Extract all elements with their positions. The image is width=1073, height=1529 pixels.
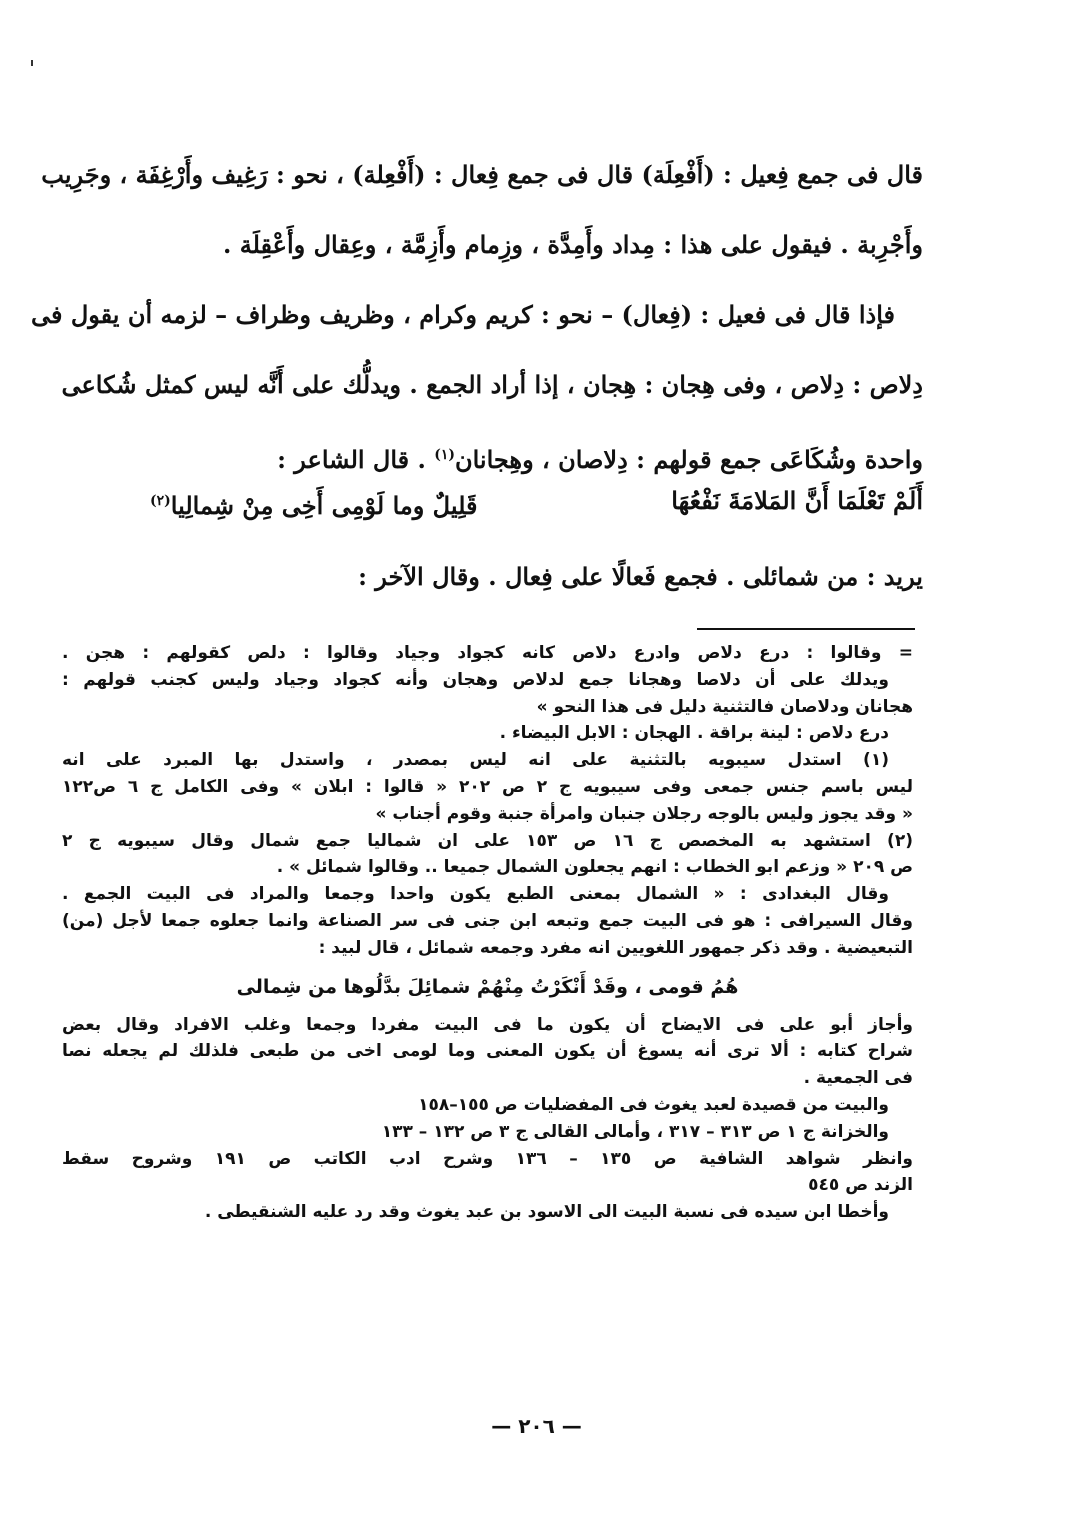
footnote-line: ويدلك على أن دلاصا وهجانا جمع لدلاص وهجان وأنه كجواد وجياد وليس كجنب قولهم : (62, 669, 889, 690)
main-line-1: قال فى جمع فِعيل : (أَفْعِلَة) قال فى جمع فِعال : (أَفْعِلة) ، نحو : رَغِيف وأَرْغِفَة ، وجَرِيب (41, 160, 923, 189)
footnote-line: وانظر شواهد الشافية ص ١٣٥ – ١٣٦ وشرح ادب الكاتب ص ١٩١ وشروح سقط (62, 1148, 913, 1169)
main-line-6: يريد : من شمائلى . فجمع فَعالًا على فِعال . وقال الآخر : (358, 562, 923, 591)
scan-mark (31, 60, 33, 66)
footnote-separator (697, 628, 915, 630)
main-text (31, 150, 923, 500)
verse-second-hemistich (150, 476, 478, 531)
footnote-line: وأجاز أبو على فى الايضاح أن يكون ما فى البيت مفردا وجمعا وغلب الافراد وقال بعض (62, 1014, 913, 1035)
footnote-line: التبعيضية . وقد ذكر جمهور اللغويين انه مفرد وجمعه شمائل ، قال لبيد : (318, 937, 913, 958)
footnote-line: « وقد يجوز وليس بالوجه رجلان جنبان وامرأة جنبة وقوم أجناب » (375, 803, 913, 824)
footnote-line: وقال البغدادى : « الشمال بمعنى الطبع يكون واحدا وجمعا والمراد فى البيت الجمع . (62, 884, 889, 905)
footnote-line: (٢) استشهد به المخصص ج ١٦ ص ١٥٣ على ان شماليا جمع شمال وقال سيبويه ج ٢ (62, 830, 913, 851)
footnote-line: (١) استدل سيبويه بالتثنية على انه ليس بمصدر ، واستدل بها المبرد على انه (62, 750, 889, 771)
footnote-line: الزند ص ٥٤٥ (808, 1175, 913, 1196)
footnote-line: ليس باسم جنس جمعى وفى سيبويه ج ٢ ص ٢٠٢ « قالوا : ابلان » وفى الكامل ج ٦ ص١٢٢ (62, 776, 913, 797)
footnote-verse: هُمُ قومى ، وقَدْ أَنْكَرْتُ مِنْهُمْ شمائِلَ بدَّلُوها من شِمالى (236, 975, 739, 998)
footnote-ref-1: (١) (434, 447, 455, 463)
footnote-line: ص ٢٠٩ « وزعم ابو الخطاب : انهم يجعلون الشمال جميعا .. وقالوا شمائل » . (276, 857, 913, 878)
after-verse-text (150, 552, 923, 622)
footnote-line: شراح كتابه : ألا ترى أنه يسوغ أن يكون المعنى وما لومى اخى من طبعى فلذلك لم يجعله نصا (62, 1041, 913, 1062)
footnote-line: فى الجمعية . (803, 1068, 913, 1089)
footnote-line: = وقالوا : درع دلاص وادرع دلاص كانه كجواد وجياد وقالوا : دلص كقولهم : هجن . (62, 643, 913, 663)
verse-second-hemistich-text: قَلِيلٌ وما لَوْمِى أَخِى مِنْ شِمالِيا (170, 491, 478, 520)
footnote-line: وقال السيرافى : هو فى البيت جمع وتبعه ابن جنى فى سر الصناعة وانما جعلوه جمعا لأجل (من) (62, 910, 913, 931)
footnote-line: هجانان ودلاصان فالتثنية دليل فى هذا النحو » (536, 696, 913, 717)
footnote-line: وأخطا ابن سيده فى نسبة البيت الى الاسود بن عبد يغوث وقد رد عليه الشنقيطى . (204, 1202, 889, 1223)
poetry-verse (150, 476, 923, 531)
page-number: — ٢٠٦ — (491, 1414, 582, 1438)
footnote-ref-2: (٢) (150, 493, 171, 509)
footnotes (62, 640, 913, 1226)
footnote-line: والبيت من قصيدة لعبد يغوث فى المفضليات ص ١٥٥–١٥٨ (418, 1094, 889, 1115)
main-line-4: دِلاص : دِلاص ، وفى هِجان : هِجان ، إذا أراد الجمع . ويدلُّك على أَنَّه ليس كمثل شُكاعى (61, 370, 923, 399)
main-line-5-tail: . قال الشاعر : (277, 445, 435, 474)
verse-first-hemistich: أَلَمْ تَعْلَمَا أَنَّ المَلامَةَ نَفْعُهَا (671, 486, 923, 515)
main-line-5-text: واحدة وشُكَاعَى جمع قولهم : دِلاصان ، وهِجانان (454, 445, 923, 474)
main-line-3: فإذا قال فى فعيل : (فِعال) – نحو : كريم وكرام ، وظريف وظراف – لزمه أن يقول فى (31, 300, 895, 329)
footnote-line: درع دلاص : لينة براقة . الهجان : الابل البيضاء . (499, 723, 889, 744)
main-line-2: وأَجْرِبة . فيقول على هذا : مِداد وأَمِدَّة ، وزِمام وأَزِمَّة ، وعِقال وأَعْقِلَة . (222, 230, 923, 259)
footnote-line: والخزانة ج ١ ص ٣١٣ – ٣١٧ ، وأمالى القالى ج ٣ ص ١٣٢ – ١٣٣ (381, 1121, 889, 1142)
